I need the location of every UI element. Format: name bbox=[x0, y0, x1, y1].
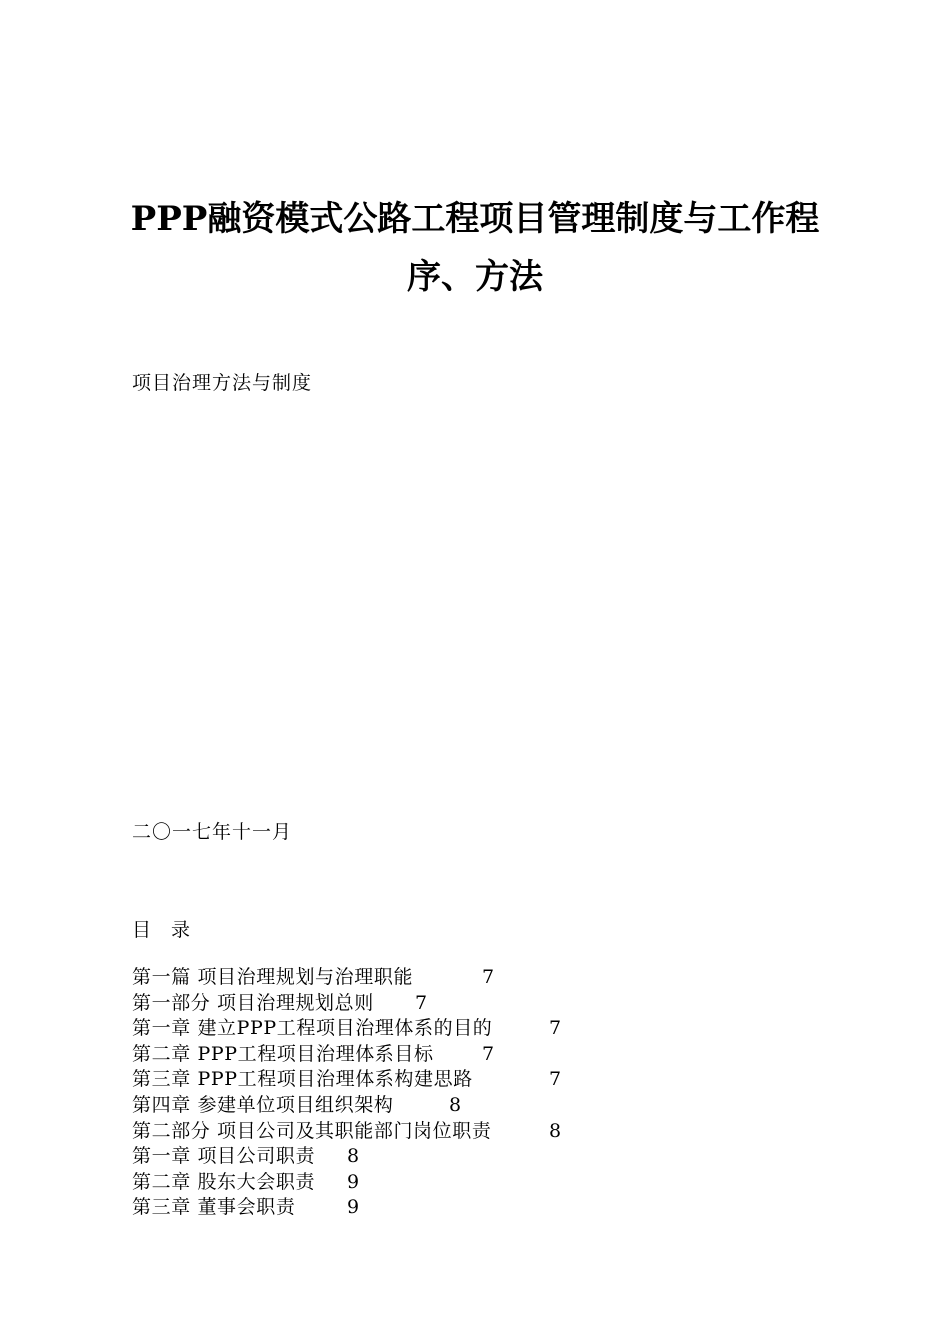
toc-entry[interactable] bbox=[132, 1195, 492, 1221]
toc-entry[interactable] bbox=[132, 1119, 562, 1145]
toc-entry-title: 第二章 股东大会职责 bbox=[132, 1170, 316, 1193]
toc-entry-title: 第三章 董事会职责 bbox=[132, 1196, 296, 1219]
toc-heading-char-1: 目 bbox=[132, 919, 152, 941]
toc-entry[interactable] bbox=[132, 1042, 495, 1068]
toc-entry-title: 第一篇 项目治理规划与治理职能 bbox=[132, 966, 414, 988]
toc-entry[interactable] bbox=[132, 965, 495, 991]
document-date: 二〇一七年十一月 bbox=[132, 821, 293, 843]
document-title bbox=[100, 190, 850, 306]
toc-entry-title: 第二部分 项目公司及其职能部门岗位职责 bbox=[132, 1119, 492, 1142]
title-line-1: PPP融资模式公路工程项目管理制度与工作程 bbox=[130, 199, 820, 239]
toc-entry-page: 8 bbox=[449, 1093, 462, 1116]
toc-entry-title: 第一部分 项目治理规划总则 bbox=[132, 991, 374, 1014]
toc-entry-page: 7 bbox=[549, 1017, 562, 1040]
toc-entry[interactable] bbox=[132, 1067, 562, 1093]
toc-entry-page: 9 bbox=[347, 1196, 360, 1219]
toc-entry-page: 7 bbox=[482, 1042, 495, 1065]
toc-entry-page: 7 bbox=[415, 991, 428, 1014]
toc-entry-title: 第四章 参建单位项目组织架构 bbox=[132, 1093, 394, 1116]
toc-entry-title: 第一章 建立PPP工程项目治理体系的目的 bbox=[132, 1017, 493, 1040]
title-line-2: 序、方法 bbox=[407, 257, 543, 297]
toc-entry-page: 8 bbox=[549, 1119, 562, 1142]
toc-entry-page: 8 bbox=[347, 1145, 360, 1168]
toc-entry-page: 7 bbox=[549, 1068, 562, 1091]
toc-heading bbox=[132, 915, 190, 942]
toc-entry[interactable] bbox=[132, 991, 492, 1017]
toc-entry-page: 9 bbox=[347, 1170, 360, 1193]
document-subtitle: 项目治理方法与制度 bbox=[132, 372, 313, 394]
toc-entry[interactable] bbox=[132, 1170, 492, 1196]
table-of-contents bbox=[132, 965, 562, 1221]
toc-entry[interactable] bbox=[132, 1093, 492, 1119]
toc-heading-char-2: 录 bbox=[171, 919, 191, 941]
toc-entry[interactable] bbox=[132, 1144, 492, 1170]
toc-entry-title: 第三章 PPP工程项目治理体系构建思路 bbox=[132, 1068, 473, 1091]
toc-entry-title: 第一章 项目公司职责 bbox=[132, 1145, 316, 1168]
toc-entry-title: 第二章 PPP工程项目治理体系目标 bbox=[132, 1042, 434, 1065]
toc-entry-page: 7 bbox=[482, 966, 495, 988]
toc-entry[interactable] bbox=[132, 1016, 562, 1042]
